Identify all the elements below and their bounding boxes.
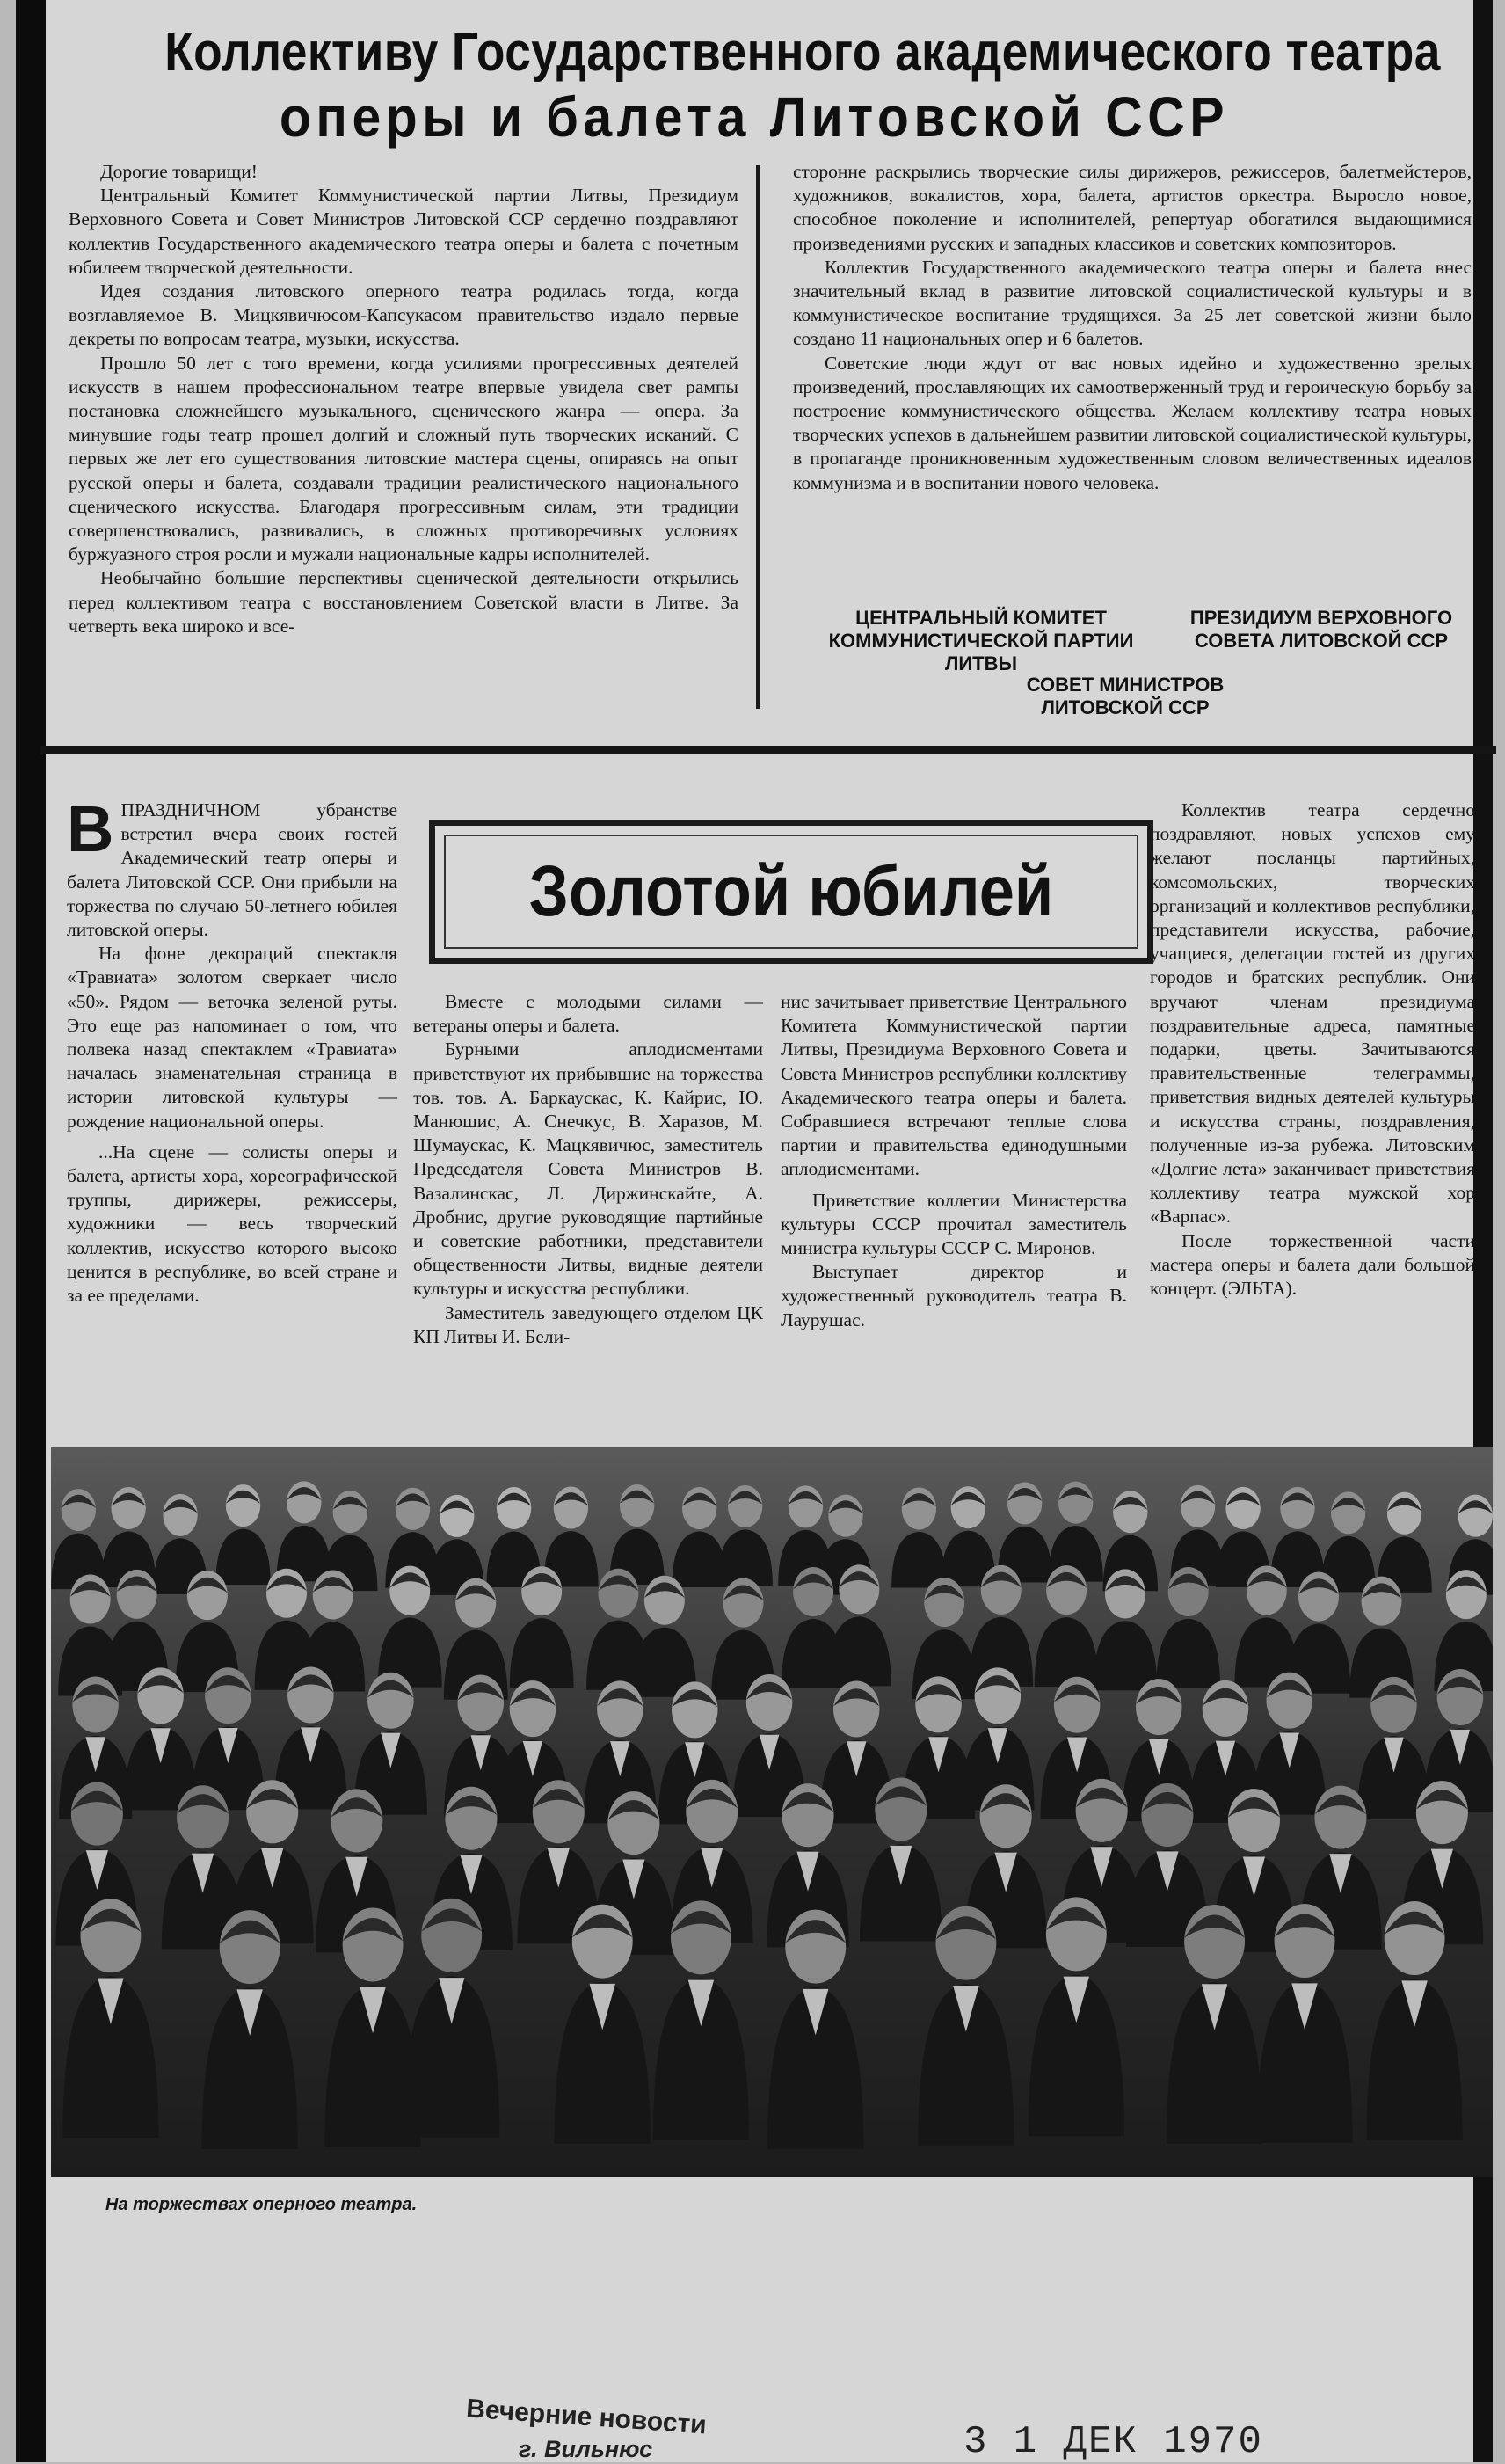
address-column-1: [69, 160, 738, 638]
headline-line-1: Коллективу Государственного академического театра: [164, 22, 1441, 83]
article-title: Золотой юбилей: [528, 851, 1054, 931]
article-column-2: [413, 990, 763, 1349]
article-column-4: [1150, 798, 1475, 1301]
scan-border-left: [16, 0, 46, 2462]
address-paragraph: Необычайно большие перспективы сценической деятельности открылись перед коллективом театра с восстановлением Советской власти в Литве. За четверть века широко и все-: [69, 567, 738, 637]
article-paragraph: Выступает директор и художественный руководитель театра В. Лаурушас.: [781, 1261, 1127, 1330]
article-column-3: [781, 990, 1127, 1332]
headline-line-2: оперы и балета Литовской ССР: [279, 85, 1230, 149]
drop-cap: В: [67, 792, 114, 865]
newspaper-stamp: Вечерние новости: [465, 2394, 708, 2440]
article-paragraph: После торжественной части мастера оперы и балета дали большой концерт. (ЭЛЬТА).: [1150, 1229, 1475, 1300]
article-lead: [67, 792, 397, 942]
address-paragraph: Коллектив Государственного академического театра оперы и балета внес значительный вклад в развитие литовской социалистической культуры и в коммунистическое воспитание трудящихся. За 25 лет советской жизни было создано 11 национальных опер и 6 балетов.: [793, 256, 1472, 350]
address-paragraph: Идея создания литовского оперного театра родилась тогда, когда возглавляемое В. Мицкявичюсом-Капсукасом правительство издало первые декреты по вопросам театра, музыки, искусства.: [69, 281, 738, 350]
article-paragraph: Приветствие коллегии Министерства культуры СССР прочитал заместитель министра культуры СССР С. Миронов.: [781, 1189, 1127, 1259]
photo-caption: На торжествах оперного театра.: [105, 2195, 418, 2214]
article-paragraph: нис зачитывает приветствие Центрального Комитета Коммунистической партии Литвы, Президиума Верховного Совета и Совета Министров республики коллективу Академического театра оперы и балета. Собравшиеся встречают теплые слова партии и правительства единодушными аплодисментами.: [781, 991, 1127, 1180]
article-paragraph: Коллектив театра сердечно поздравляют, новых успехов ему желают посланцы партийных, комсомольских, творческих организаций и коллективов республики, представители искусства, рабочие, учащиеся, делегации гостей из других городов и братских республик. Они вручают членам президиума поздравительные адреса, памятные подарки, цветы. Зачитываются правительственные телеграммы, приветствия видных деятелей культуры и искусства страны, поздравления, полученные из-за рубежа. Литовским «Долгие лета» заканчивает приветствия коллективу театра мужской хор «Варпас».: [1150, 799, 1475, 1228]
signature-council-of-ministers: СОВЕТ МИНИСТРОВ ЛИТОВСКОЙ ССР: [1026, 674, 1225, 718]
address-paragraph: сторонне раскрылись творческие силы дирижеров, режиссеров, балетмейстеров, художников, вокалистов, хора, балета, артистов оркестра. Выросло новое, способное поколение и исполнителей, репертуар обогатился выдающимися произведениями русских и западных классиков и советских композиторов.: [793, 161, 1472, 254]
column-divider: [756, 165, 760, 709]
audience-photo-image: [51, 1447, 1493, 2177]
section-divider: [40, 746, 1496, 754]
article-paragraph: Бурными аплодисментами приветствуют их прибывшие на торжества тов. тов. А. Баркаускас, К. Кайрис, Ю. Манюшис, А. Снечкус, В. Харазов, М. Шумаускас, К. Мацкявичюс, заместитель Председателя Совета Министров В. Вазалинскас, Л. Диржинскайте, А. Дробнис, другие руководящие партийные и советские работники, представители общественности Литвы, видные деятели культуры и искусства республики.: [413, 1039, 763, 1300]
address-column-2: [793, 160, 1472, 495]
article-paragraph: Вместе с молодыми силами — ветераны оперы и балета.: [413, 991, 763, 1037]
newspaper-clipping: [16, 0, 1493, 2462]
article-title-frame: [444, 835, 1138, 949]
address-paragraph: Советские люди ждут от вас новых идейно и художественно зрелых произведений, прославляющих их самоотверженный труд и героическую борьбу за построение коммунистического общества. Желаем коллективу театра новых творческих успехов в дальнейшем развитии литовской социалистической культуры, в пропаганде проникновенным художественным словом величественных идеалов коммунизма и в воспитании нового человека.: [793, 352, 1472, 493]
audience-photo: [51, 1447, 1493, 2177]
address-greeting: Дорогие товарищи!: [100, 161, 258, 182]
city-stamp: г. Вильнюс: [519, 2436, 653, 2462]
article-paragraph: Заместитель заведующего отделом ЦК КП Литвы И. Бели-: [413, 1301, 763, 1347]
address-paragraph: Прошло 50 лет с того времени, когда усилиями прогрессивных деятелей искусств в нашем профессиональном театре впервые увидела свет рампы постановка сложнейшего музыкального, сценического жанра — опера. За минувшие годы театр прошел долгий и сложный путь творческих исканий. С первых же лет его существования литовские мастера сцены, опираясь на опыт русской оперы и балета, создавали традиции реалистического национального сценического искусства. Благодаря прогрессивным силам, эти традиции совершенствовались, развивались, в сложных противоречивых условиях буржуазного строя росли и мужали национальные кадры исполнителей.: [69, 352, 738, 565]
date-stamp: 3 1 ДЕК 1970: [963, 2420, 1263, 2464]
address-paragraph: Центральный Комитет Коммунистической партии Литвы, Президиум Верховного Совета и Совет Министров Литовской ССР сердечно поздравляют коллектив Государственного академического театра оперы и балета с почетным юбилеем творческой деятельности.: [69, 185, 738, 278]
article-title-box: [429, 820, 1153, 964]
article-paragraph: На фоне декораций спектакля «Травиата» золотом сверкает число «50». Рядом — веточка зеленой руты. Это еще раз напоминает о том, что полвека назад спектаклем «Травиата» началась знаменательная страница в истории литовской культуры — рождение национальной оперы.: [67, 943, 397, 1132]
article-column-1: [67, 792, 397, 1308]
article-lead-text: ПРАЗДНИЧНОМ убранстве встретил вчера своих гостей Академический театр оперы и балета Литовской ССР. Они прибыли на торжества по случаю 50-летнего юбилея литовской оперы.: [67, 799, 397, 941]
signature-central-committee: ЦЕНТРАЛЬНЫЙ КОМИТЕТ КОММУНИСТИЧЕСКОЙ ПАРТИИ ЛИТВЫ: [828, 607, 1134, 674]
signature-presidium: ПРЕЗИДИУМ ВЕРХОВНОГО СОВЕТА ЛИТОВСКОЙ ССР: [1189, 607, 1453, 652]
article-paragraph: ...На сцене — солисты оперы и балета, артисты хора, хореографической труппы, дирижеры, режиссеры, художники — весь творческий коллектив, искусство которого высоко ценится в республике, во всей стране и за ее пределами.: [67, 1141, 397, 1307]
